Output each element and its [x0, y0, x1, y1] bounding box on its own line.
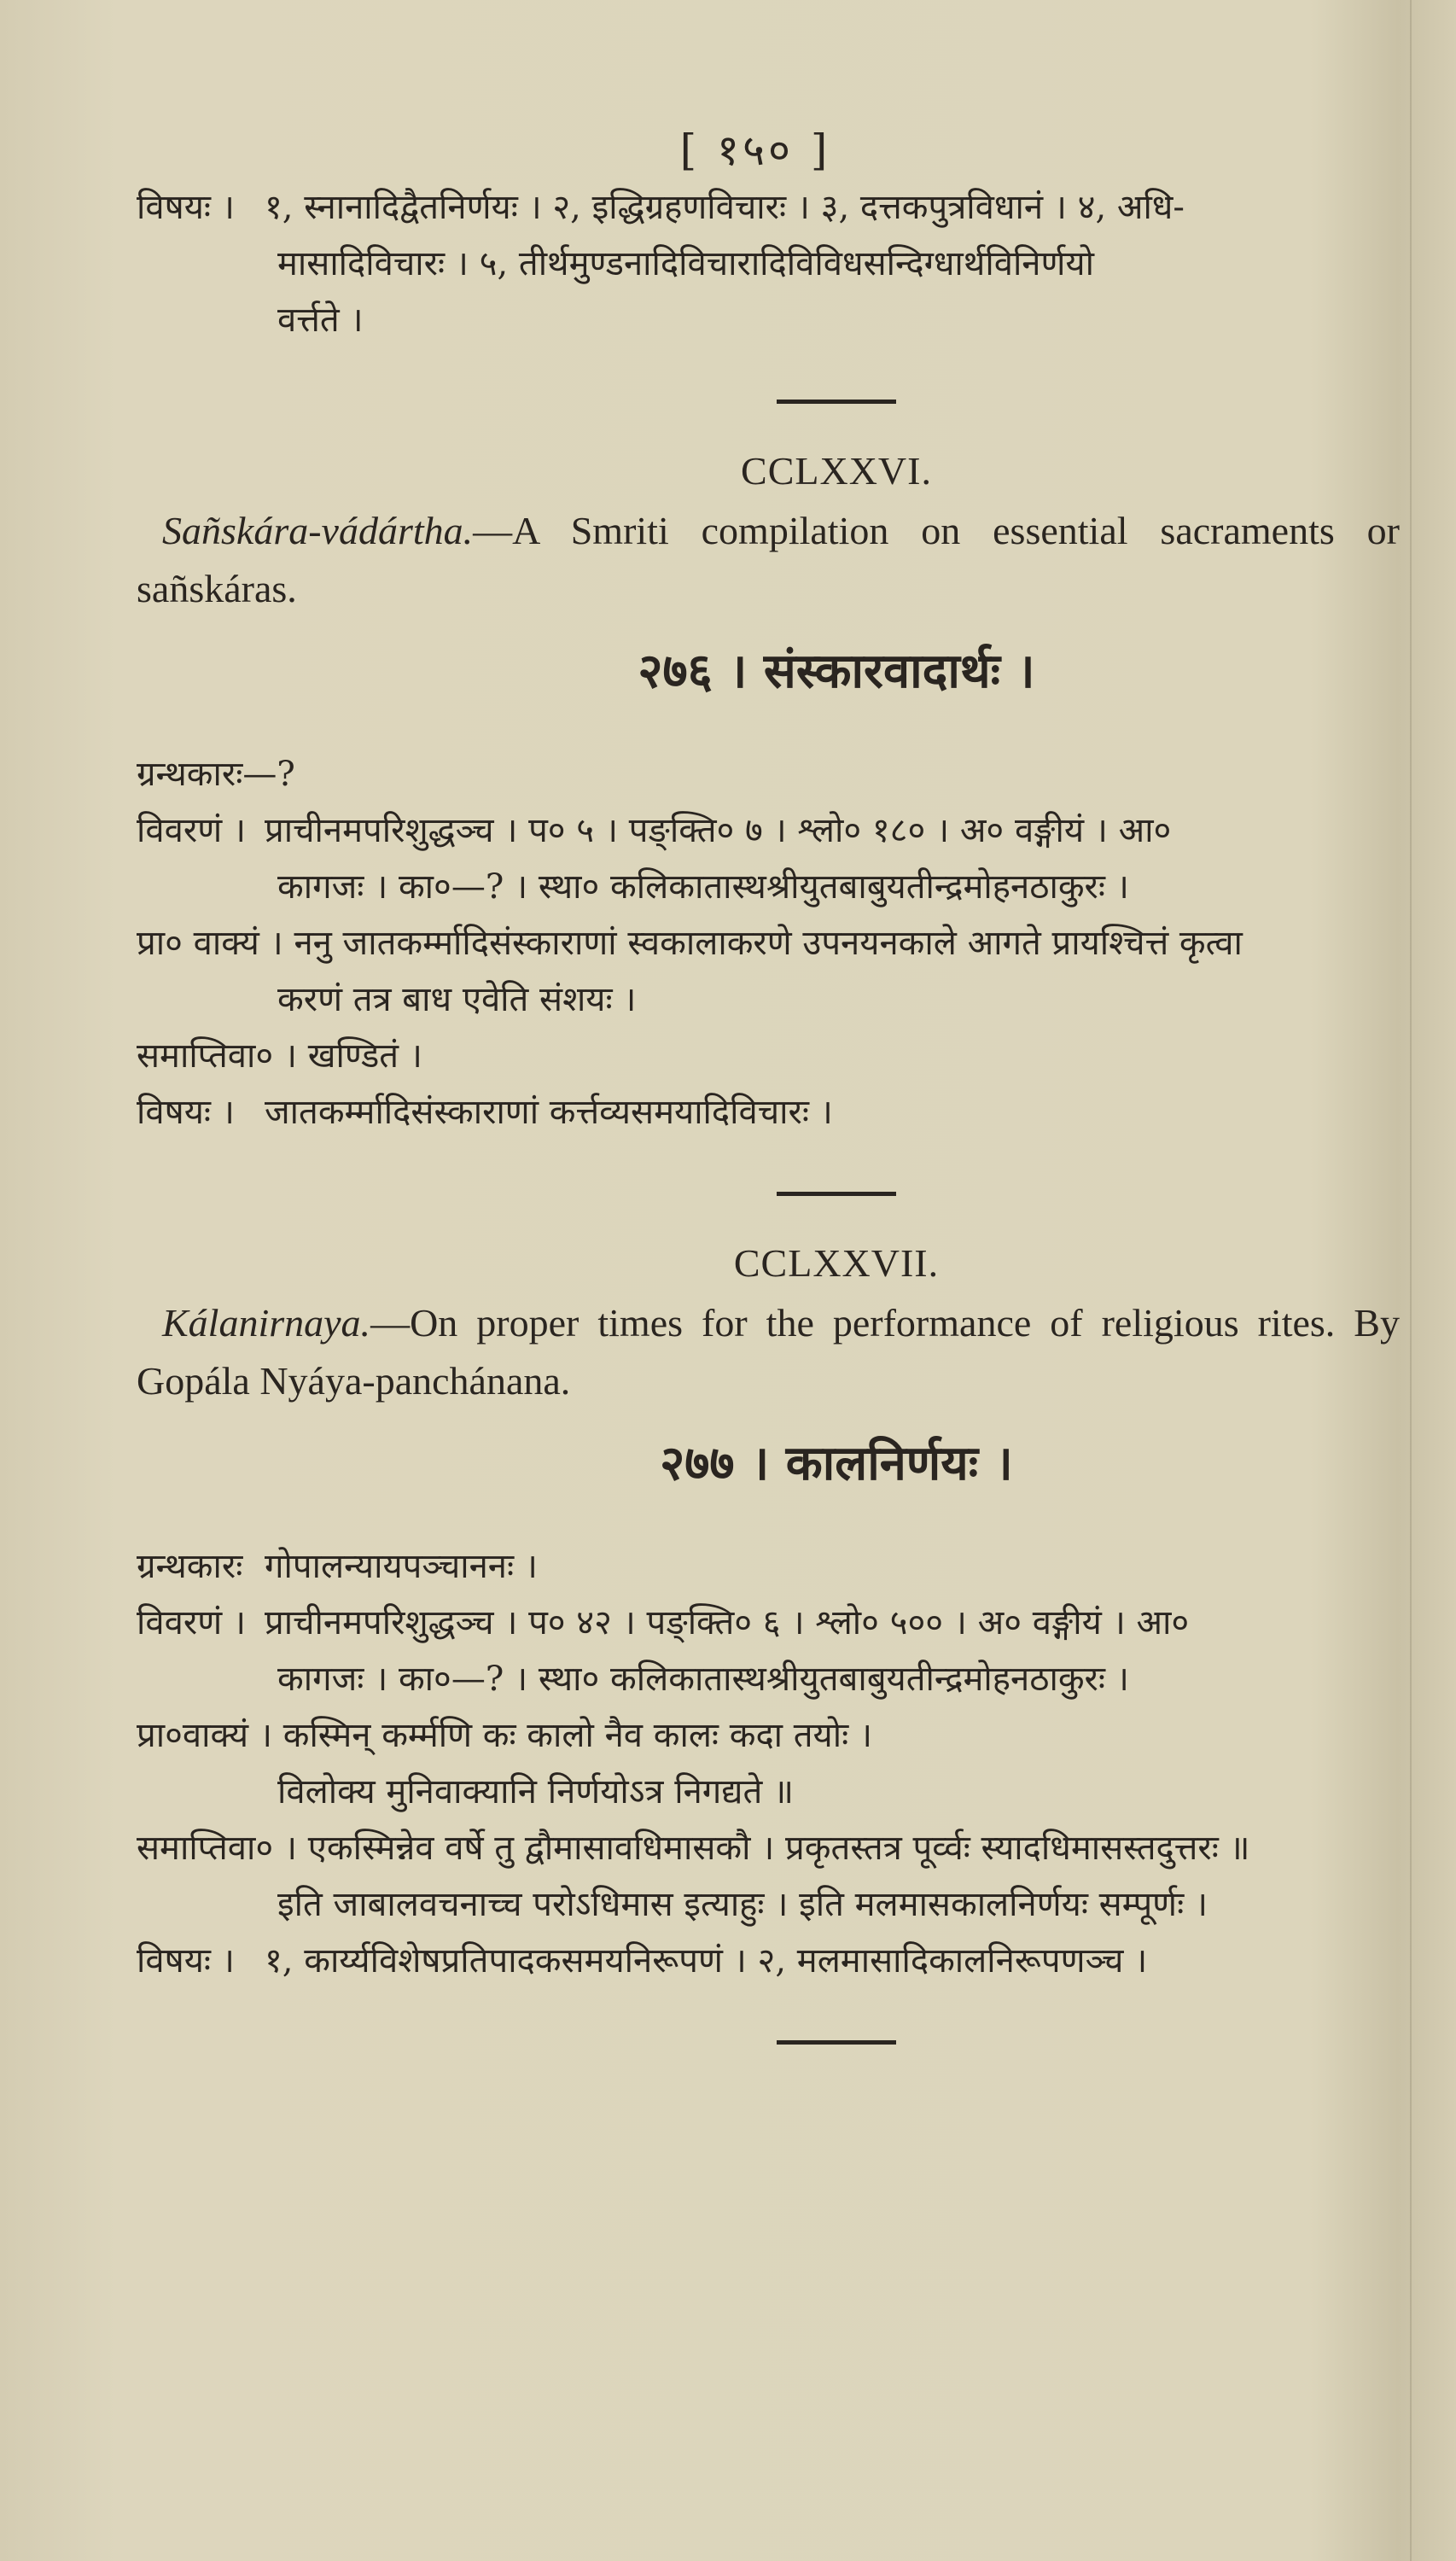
catalogue-page: [137, 120, 1400, 2045]
entry-number: CCLXXVII.: [733, 1241, 940, 1285]
samapti-text-1: एकस्मिन्नेव वर्षे तु द्वौमासावधिमासकौ । प्रकृतस्तत्र पूर्व्वः स्यादधिमासस्तदुत्तरः ॥: [307, 1829, 1250, 1868]
vishaya-text-1: १, स्नानादिद्वैतनिर्णयः । २, इद्धिग्रहणविचारः । ३, दत्तकपुत्रविधानं । ४, अधि-: [265, 188, 1185, 227]
section-separator: [777, 1192, 896, 1196]
prarambha-text-2: विलोक्य मुनिवाक्यानि निर्णयोऽत्र निगद्यते ॥: [277, 1772, 794, 1811]
vishaya-label: विषयः ।: [137, 1941, 235, 1981]
page-number: [ १५० ]: [679, 125, 831, 175]
granthakara-name: गोपालन्यायपञ्चाननः ।: [265, 1547, 538, 1586]
vishaya-text: १, कार्य्यविशेषप्रतिपादकसमयनिरूपणं । २, मलमासादिकालनिरूपणञ्च ।: [265, 1941, 1148, 1981]
section-separator: [777, 2040, 896, 2045]
vivarana-text-1: प्राचीनमपरिशुद्धञ्च । प० ४२ । पङ्क्ति० ६ । श्लो० ५०० । अ० वङ्गीयं । आ०: [265, 1603, 1190, 1642]
vishaya-line: [137, 1084, 1400, 1140]
entry-cclxxvii: [137, 1240, 1400, 1989]
granthakara-line: [137, 1538, 1400, 1595]
sanskrit-title: २७६ । संस्कारवादार्थः ।: [638, 643, 1035, 699]
vivarana-text-2: कागजः । का०—? । स्था० कलिकातास्थश्रीयुतबाबुयतीन्द्रमोहनठाकुरः ।: [277, 867, 1129, 907]
samapti-text-2: इति जाबालवचनाच्च परोऽधिमास इत्याहुः । इति मलमासकालनिर्णयः सम्पूर्णः ।: [277, 1885, 1208, 1924]
prarambha-line: [137, 915, 1400, 971]
entry-description-text: —A Smriti compilation on essential sacraments or sañskáras.: [137, 509, 1400, 610]
entry-description-text: —On proper times for the performance of religious rites. By Gopála Nyáya-panchánana.: [137, 1301, 1400, 1403]
vishaya-text-2: मासादिविचारः । ५, तीर्थमुण्डनादिविचारादिविविधसन्दिग्धार्थविनिर्णयो: [277, 244, 1094, 283]
previous-entry-continuation: [137, 179, 1400, 348]
vivarana-text-2: कागजः । का०—? । स्था० कलिकातास्थश्रीयुतबाबुयतीन्द्रमोहनठाकुरः ।: [277, 1660, 1129, 1699]
vishaya-text: जातकर्म्मादिसंस्काराणां कर्त्तव्यसमयादिविचारः ।: [265, 1093, 833, 1132]
vivarana-label: विवरणं ।: [137, 1603, 246, 1642]
prarambha-text-1: ननु जातकर्म्मादिसंस्काराणां स्वकालाकरणे उपनयनकाले आगते प्रायश्चित्तं कृत्वा: [294, 924, 1243, 963]
vishaya-label: विषयः ।: [137, 1093, 235, 1132]
vivarana-text-1: प्राचीनमपरिशुद्धञ्च । प० ५ । पङ्क्ति० ७ । श्लो० १८० । अ० वङ्गीयं । आ०: [265, 811, 1172, 850]
prarambha-label: प्रा० वाक्यं ।: [137, 924, 283, 963]
samapti-label: समाप्तिवा० ।: [137, 1829, 298, 1868]
granthakara-line: ग्रन्थकारः—?: [137, 755, 295, 794]
entry-title: Kálanirnaya.: [162, 1301, 371, 1345]
entry-cclxxvi: [137, 448, 1400, 1140]
samapti-line: समाप्तिवा० । खण्डितं ।: [137, 1036, 422, 1076]
section-separator: [777, 400, 896, 404]
samapti-line: [137, 1820, 1400, 1876]
vishaya-label: विषयः ।: [137, 188, 235, 227]
entry-description: [137, 502, 1400, 618]
entry-title: Sañskára-vádártha.: [162, 509, 474, 552]
prarambha-text-1: कस्मिन् कर्म्मणि कः कालो नैव कालः कदा तयोः ।: [282, 1716, 873, 1755]
vivarana-line: [137, 802, 1400, 859]
vishaya-text-3: वर्त्तते ।: [277, 300, 364, 340]
sanskrit-title: २७७ । कालनिर्णयः ।: [660, 1435, 1013, 1491]
vishaya-line: [137, 1933, 1400, 1989]
vivarana-label: विवरणं ।: [137, 811, 246, 850]
prarambha-text-2: करणं तत्र बाध एवेति संशयः ।: [277, 980, 637, 1019]
prarambha-line: [137, 1707, 1400, 1764]
entry-description: [137, 1294, 1400, 1410]
entry-number: CCLXXVI.: [741, 449, 932, 493]
vishaya-line: [137, 179, 1400, 236]
prarambha-label: प्रा०वाक्यं ।: [137, 1716, 272, 1755]
vivarana-line: [137, 1595, 1400, 1651]
granthakara-label: ग्रन्थकारः: [137, 1547, 243, 1586]
